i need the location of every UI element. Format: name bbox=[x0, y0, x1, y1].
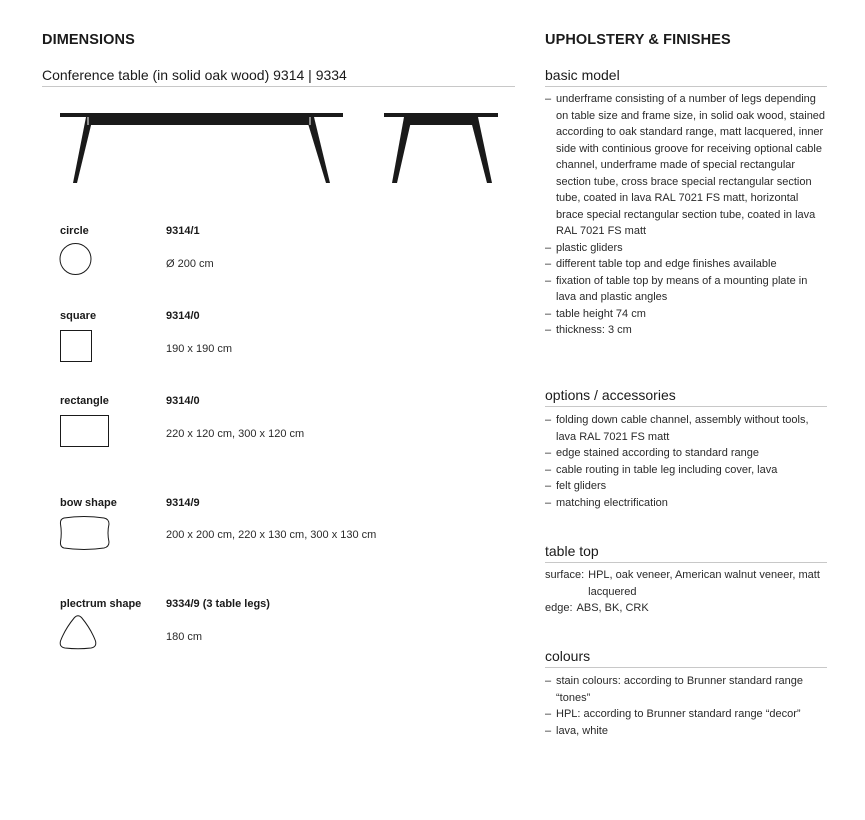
list-item: – thickness: 3 cm bbox=[545, 324, 632, 336]
divider bbox=[545, 667, 827, 668]
colours-title: colours bbox=[545, 648, 591, 664]
table-side-view-drawing bbox=[58, 108, 348, 188]
edge-label: edge: bbox=[545, 602, 573, 614]
basic-model-list bbox=[545, 91, 827, 339]
list-item: – matching electrification bbox=[545, 496, 668, 509]
list-item: – table height 74 cm bbox=[545, 307, 646, 320]
shape-label-plectrum-shape: plectrum shape bbox=[60, 598, 142, 610]
list-item: – edge stained according to standard range bbox=[545, 447, 760, 459]
surface-label: surface: bbox=[545, 569, 585, 581]
shape-size-circle: Ø 200 cm bbox=[166, 258, 214, 270]
list-item: – plastic gliders bbox=[545, 241, 623, 254]
table-top-title: table top bbox=[545, 543, 599, 559]
circle-icon bbox=[59, 242, 93, 276]
bow-shape-icon bbox=[59, 515, 111, 551]
shape-label-rectangle: rectangle bbox=[60, 395, 109, 407]
shape-size-plectrum-shape: 180 cm bbox=[166, 631, 203, 643]
square-icon bbox=[59, 329, 93, 363]
table-top-details bbox=[545, 567, 827, 617]
shape-code-plectrum-shape: 9334/9 (3 table legs) bbox=[166, 598, 270, 610]
options-list bbox=[545, 412, 827, 511]
edge-value: ABS, BK, CRK bbox=[576, 602, 649, 614]
shape-label-circle: circle bbox=[60, 225, 89, 237]
shape-code-bow-shape: 9314/9 bbox=[166, 497, 200, 509]
list-item: – fixation of table top by means of a mounting plate in lava and plastic angles bbox=[545, 274, 808, 303]
divider bbox=[545, 86, 827, 87]
shape-size-square: 190 x 190 cm bbox=[166, 343, 233, 355]
plectrum-shape-icon bbox=[59, 614, 99, 650]
colours-list bbox=[545, 673, 827, 739]
table-end-view-drawing bbox=[382, 108, 502, 188]
list-item: – felt gliders bbox=[545, 480, 607, 492]
dimensions-heading: DIMENSIONS bbox=[42, 32, 135, 48]
upholstery-finishes-heading: UPHOLSTERY & FINISHES bbox=[545, 32, 731, 48]
divider bbox=[42, 86, 515, 87]
list-item: – folding down cable channel, assembly without tools, lava RAL 7021 FS matt bbox=[545, 414, 809, 443]
divider bbox=[545, 406, 827, 407]
list-item: – cable routing in table leg including cover, lava bbox=[545, 463, 778, 476]
rectangle-icon bbox=[59, 414, 111, 448]
divider bbox=[545, 562, 827, 563]
list-item: – lava, white bbox=[545, 724, 608, 737]
shape-code-square: 9314/0 bbox=[166, 310, 200, 322]
shape-code-circle: 9314/1 bbox=[166, 225, 200, 237]
shape-label-bow-shape: bow shape bbox=[60, 497, 117, 509]
shape-label-square: square bbox=[60, 310, 97, 322]
list-item: – stain colours: according to Brunner standard range “tones” bbox=[545, 675, 804, 704]
list-item: – different table top and edge finishes available bbox=[545, 258, 777, 270]
shape-size-rectangle: 220 x 120 cm, 300 x 120 cm bbox=[166, 428, 305, 440]
surface-value: HPL, oak veneer, American walnut veneer, matt lacquered bbox=[588, 569, 820, 598]
list-item: – underframe consisting of a number of legs depending on table size and frame size, in solid oak wood, stained according to oak standard range, matt lacquered, inner side with continious groove for receiving optional cable channel, underframe made of special rectangular section tube, cross brace special rectangular section tube, coated in lava RAL 7021 FS matt, horizontal brace special rectangular section tube, coated in lava RAL 7021 FS matt bbox=[545, 93, 826, 237]
basic-model-title: basic model bbox=[545, 67, 620, 83]
list-item: – HPL: according to Brunner standard range “decor” bbox=[545, 708, 801, 720]
options-accessories-title: options / accessories bbox=[545, 387, 676, 403]
shape-size-bow-shape: 200 x 200 cm, 220 x 130 cm, 300 x 130 cm bbox=[166, 529, 377, 541]
product-subheading: Conference table (in solid oak wood) 9314 | 9334 bbox=[42, 67, 347, 83]
shape-code-rectangle: 9314/0 bbox=[166, 395, 200, 407]
